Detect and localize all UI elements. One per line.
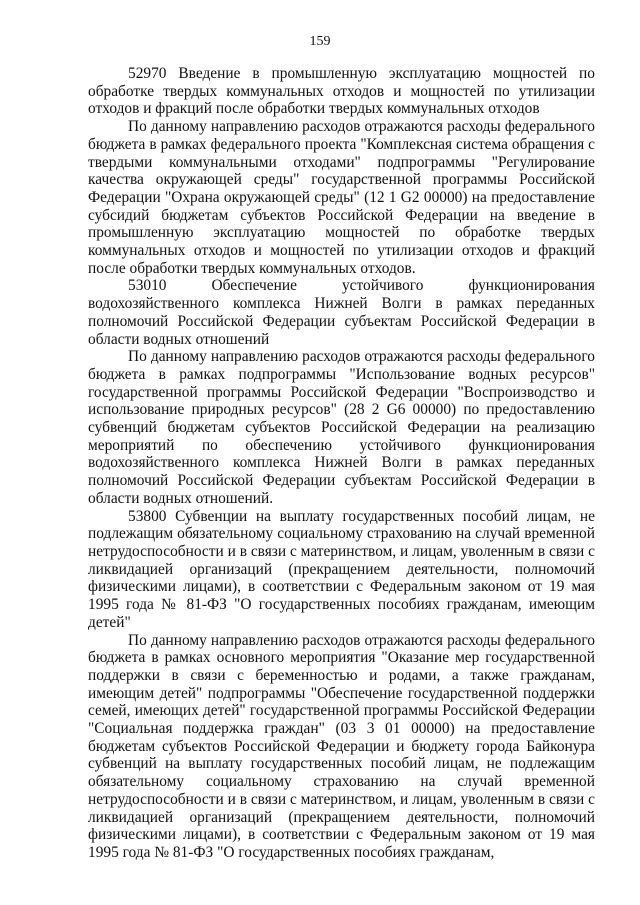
paragraph-53010-description: По данному направлению расходов отражаются расходы федерального бюджета в рамках подпрограммы "Использование водных ресурсов" государственной программы Российской Федерации "Воспроизводство и использование природных ресурсов" (28 2 G6 00000) по предоставлению субвенций бюджетам субъектов Российской Федерации на реализацию мероприятий по обеспечению устойчивого функционирования водохозяйственного комплекса Нижней Волги в рамках переданных полномочий Российской Федерации субъектам Российской Федерации в области водных отношений. [88,348,595,507]
document-body [88,65,595,862]
paragraph-52970-heading: 52970 Введение в промышленную эксплуатацию мощностей по обработке твердых коммунальных отходов и мощностей по утилизации отходов и фракций после обработки твердых коммунальных отходов [88,65,595,118]
paragraph-52970-description: По данному направлению расходов отражаются расходы федерального бюджета в рамках федерального проекта "Комплексная система обращения с твердыми коммунальными отходами" подпрограммы "Регулирование качества окружающей среды" государственной программы Российской Федерации "Охрана окружающей среды" (12 1 G2 00000) на предоставление субсидий бюджетам субъектов Российской Федерации на введение в промышленную эксплуатацию мощностей по обработке твердых коммунальных отходов и мощностей по утилизации отходов и фракций после обработки твердых коммунальных отходов. [88,118,595,277]
paragraph-53010-heading: 53010 Обеспечение устойчивого функционирования водохозяйственного комплекса Нижней Волги в рамках переданных полномочий Российской Федерации субъектам Российской Федерации в области водных отношений [88,277,595,348]
paragraph-53800-heading: 53800 Субвенции на выплату государственных пособий лицам, не подлежащим обязательному социальному страхованию на случай временной нетрудоспособности и в связи с материнством, и лицам, уволенным в связи с ликвидацией организаций (прекращением деятельности, полномочий физическими лицами), в соответствии с Федеральным законом от 19 мая 1995 года № 81-ФЗ "О государственных пособиях гражданам, имеющим детей" [88,507,595,631]
paragraph-53800-description: По данному направлению расходов отражаются расходы федерального бюджета в рамках основного мероприятия "Оказание мер государственной поддержки в связи с беременностью и родами, а также гражданам, имеющим детей" подпрограммы "Обеспечение государственной поддержки семей, имеющих детей" государственной программы Российской Федерации "Социальная поддержка граждан" (03 3 01 00000) на предоставление бюджетам субъектов Российской Федерации и бюджету города Байконура субвенций на выплату государственных пособий лицам, не подлежащим обязательному социальному страхованию на случай временной нетрудоспособности и в связи с материнством, и лицам, уволенным в связи с ликвидацией организаций (прекращением деятельности, полномочий физическими лицами), в соответствии с Федеральным законом от 19 мая 1995 года № 81-ФЗ "О государственных пособиях гражданам, [88,631,595,861]
page-number: 159 [309,34,331,49]
